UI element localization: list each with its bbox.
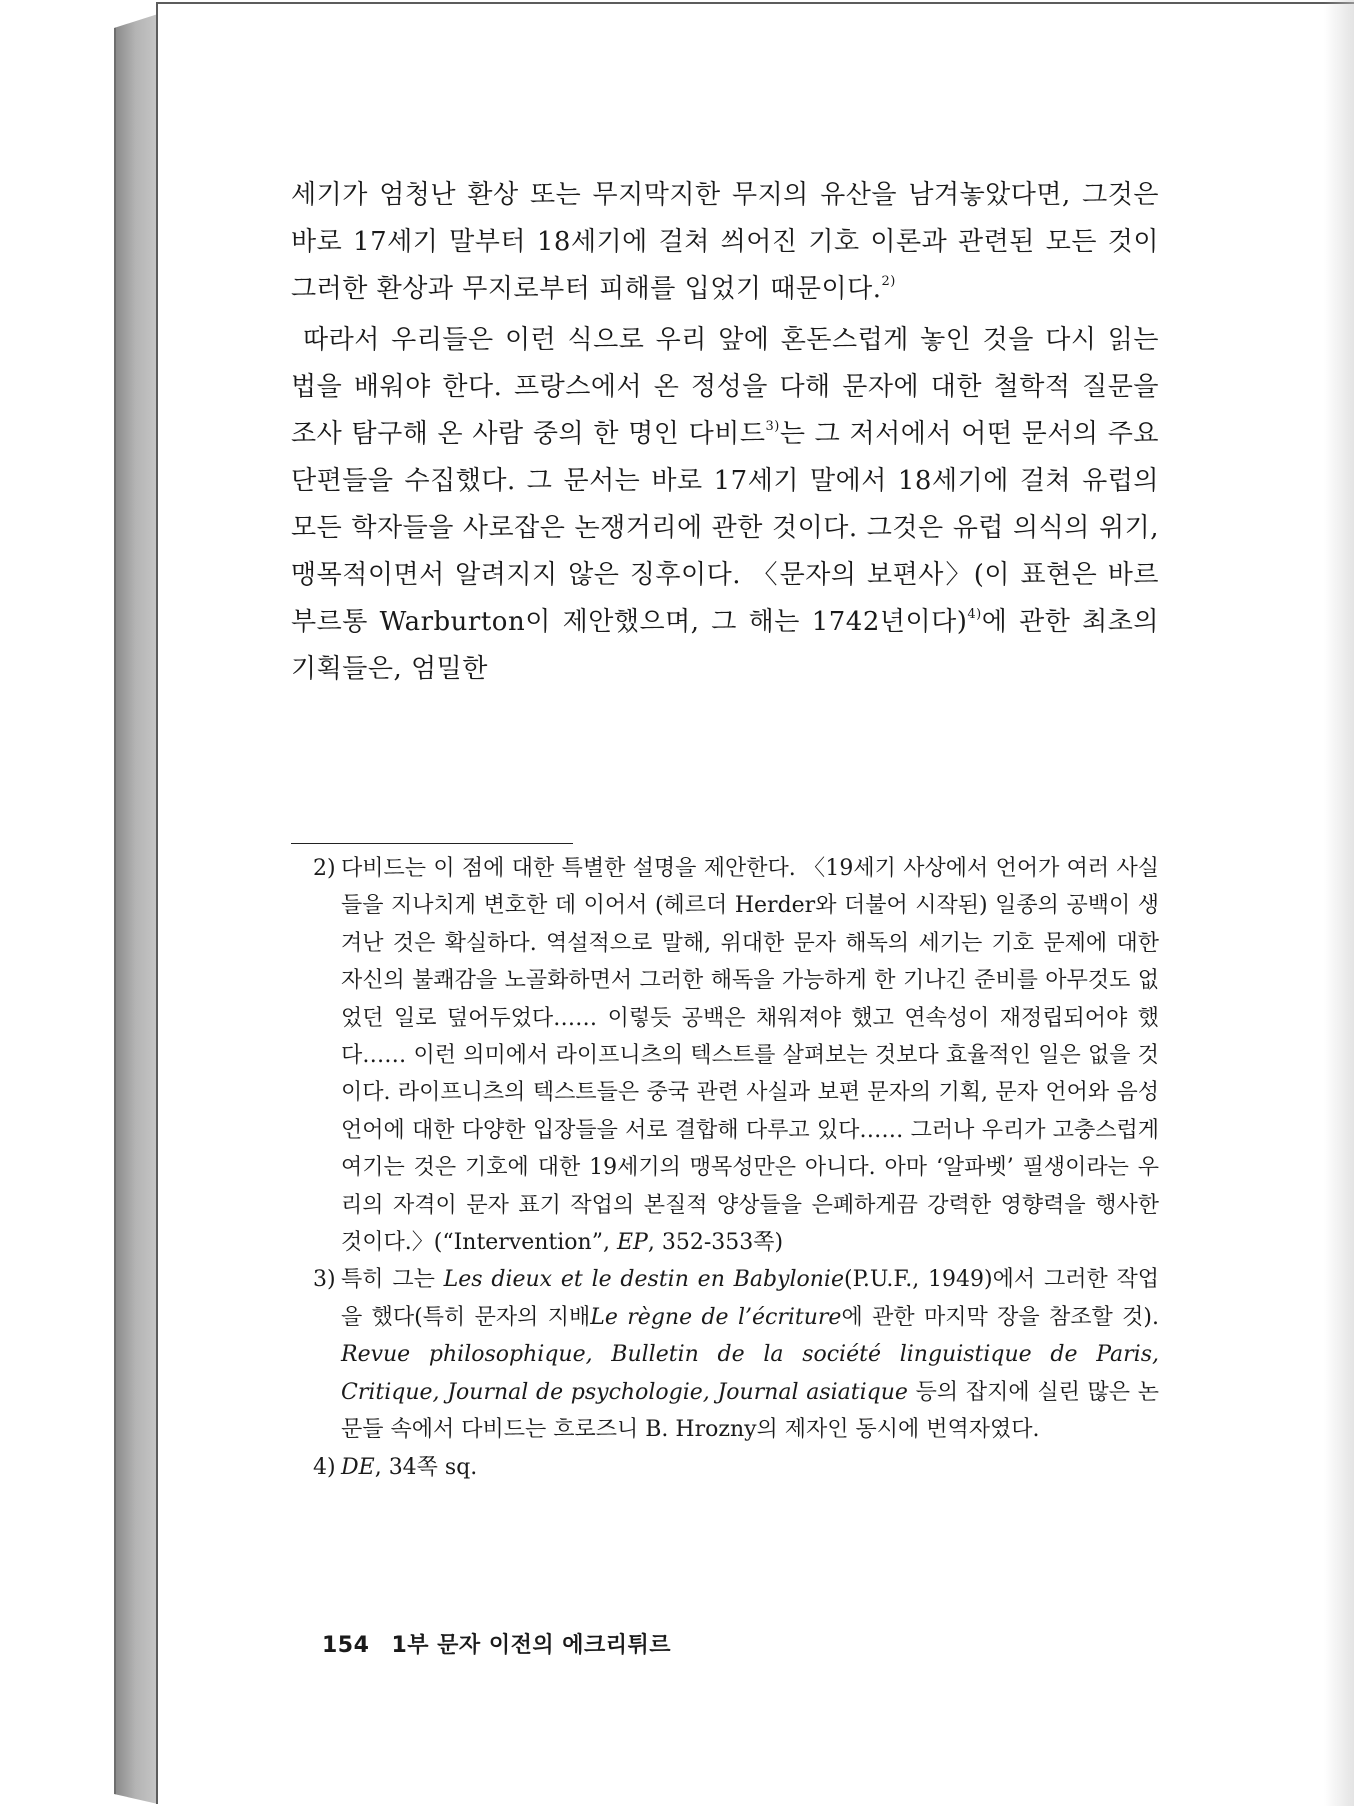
footnotes [313, 850, 1159, 1486]
footnote-3-text-b: (P.U.F., 1949)에서 그러한 작업을 했다(특히 문자의 지배 [341, 1267, 1160, 1330]
book-spine [114, 14, 160, 1804]
footnote-4-number: 4) [313, 1454, 336, 1480]
page-edge-shadow [1324, 0, 1354, 1806]
paragraph-2-text-c: 에 관한 최초의 기획들은, 엄밀한 [291, 607, 1159, 684]
paragraph-1-text: 세기가 엄청난 환상 또는 무지막지한 무지의 유산을 남겨놓았다면, 그것은 바로 17세기 말부터 18세기에 걸쳐 씌어진 기호 이론과 관련된 모든 것이 그러한 환상과 무지로부터 피해를 입었기 때문이다. [291, 180, 1159, 304]
footnote-2-ep: EP [616, 1230, 648, 1256]
paragraph-2 [291, 317, 1159, 693]
paragraph-2-text-a: 따라서 우리들은 이런 식으로 우리 앞에 혼돈스럽게 놓인 것을 다시 읽는 법을 배워야 한다. 프랑스에서 온 정성을 다해 문자에 대한 철학적 질문을 조사 탐구해 온 사람 중의 한 명인 다비드 [291, 325, 1159, 449]
footnote-ref-4: 4) [967, 607, 982, 622]
footnote-3-title-2: Le règne de l’écriture [590, 1304, 842, 1330]
footnote-3-text-d: 등의 잡지에 실린 많은 논문들 속에서 다비드는 흐로즈니 B. Hrozny의 제자인 동시에 번역자였다. [341, 1379, 1159, 1443]
footnote-3-journals: Revue philosophique, Bulletin de la société linguistique de Paris, Critique, Journal de psychologie, Journal asiatique [341, 1342, 1159, 1405]
paragraph-2-text-b: 는 그 저서에서 어떤 문서의 주요 단편들을 수집했다. 그 문서는 바로 17세기 말에서 18세기에 걸쳐 유럽의 모든 학자들을 사로잡은 논쟁거리에 관한 것이다. 그것은 유럽 의식의 위기, 맹목적이면서 알려지지 않은 징후이다. 〈문자의 보편사〉(이 표현은 바르부르통 Warburton이 제안했으며, 그 해는 1742년이다) [291, 419, 1159, 637]
page-number: 154 [322, 1633, 370, 1658]
footnote-3-text-c: 에 관한 마지막 장을 참조할 것). [841, 1304, 1159, 1330]
footnote-2-pages: , 352-353쪽) [647, 1230, 784, 1256]
paragraph-1 [291, 172, 1159, 313]
footnote-3-title-1: Les dieux et le destin en Babylonie [443, 1267, 844, 1293]
footnote-ref-2: 2) [881, 274, 896, 289]
footnote-2-number: 2) [313, 856, 336, 881]
footnote-3 [313, 1261, 1159, 1448]
section-title: 1부 문자 이전의 에크리튀르 [391, 1633, 671, 1658]
footnote-4-de: DE [341, 1454, 375, 1480]
footnote-ref-3: 3) [765, 419, 780, 434]
footnote-3-number: 3) [313, 1267, 336, 1293]
footnote-2 [313, 850, 1159, 1261]
footnote-2-text: 다비드는 이 점에 대한 특별한 설명을 제안한다. 〈19세기 사상에서 언어가 여러 사실들을 지나치게 변호한 데 이어서 (헤르더 Herder와 더불어 시작된) 일종의 공백이 생겨난 것은 확실하다. 역설적으로 말해, 위대한 문자 해독의 세기는 기호 문제에 대한 자신의 불쾌감을 노골화하면서 그러한 해독을 가능하게 한 기나긴 준비를 아무것도 없었던 일로 덮어두었다…… 이렇듯 공백은 채워져야 했고 연속성이 재정립되어야 했다…… 이런 의미에서 라이프니츠의 텍스트를 살펴보는 것보다 효율적인 일은 없을 것이다. 라이프니츠의 텍스트들은 중국 관련 사실과 보편 문자의 기획, 문자 언어와 음성 언어에 대한 다양한 입장들을 서로 결합해 다루고 있다…… 그러나 우리가 고충스럽게 여기는 것은 기호에 대한 19세기의 맹목성만은 아니다. 아마 ‘알파벳’ 필생이라는 우리의 자격이 문자 표기 작업의 본질적 양상들을 은폐하게끔 강력한 영향력을 행사한 것이다.〉(“Intervention”, [341, 856, 1159, 1256]
main-text [291, 172, 1159, 693]
footnote-4-text: , 34쪽 sq. [374, 1454, 478, 1480]
footnote-divider [291, 843, 573, 844]
running-footer [322, 1628, 671, 1659]
footnote-4 [313, 1449, 1159, 1486]
footnote-3-text-a: 특히 그는 [341, 1267, 444, 1293]
